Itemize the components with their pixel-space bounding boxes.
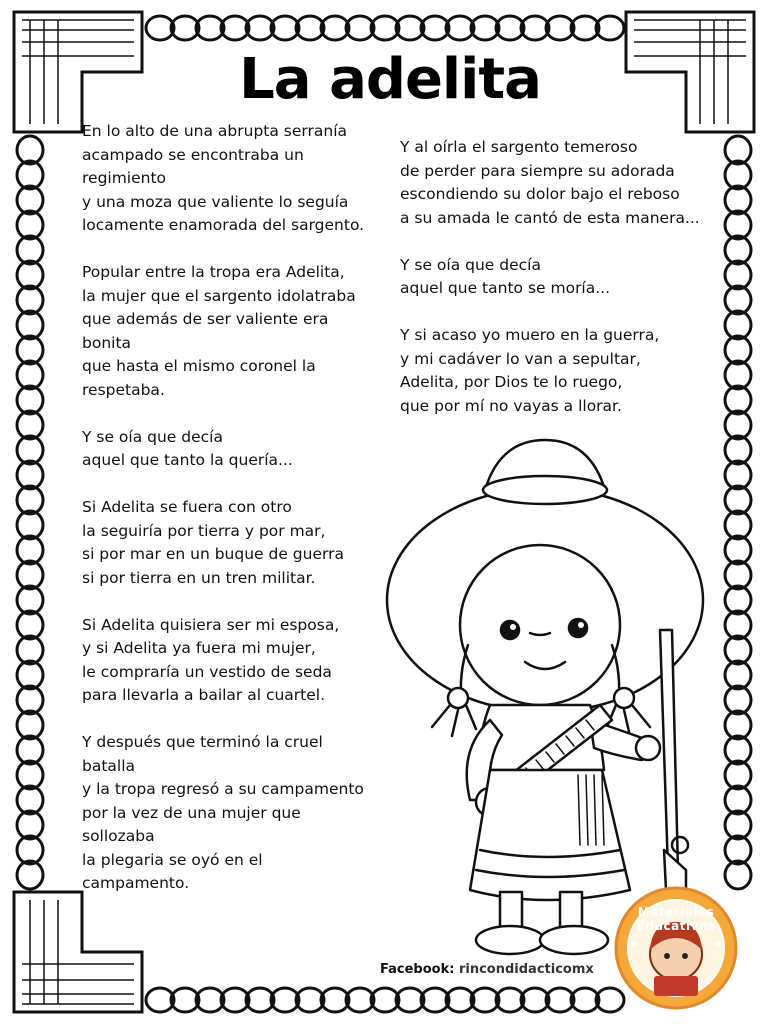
poem-line: para llevarla a bailar al cuartel. [82, 686, 326, 704]
poem-line: si por mar en un buque de guerra [82, 545, 344, 563]
poem-line: escondiendo su dolor bajo el reboso [400, 185, 680, 203]
poem-line: batalla [82, 756, 136, 775]
left-stanza [82, 261, 382, 402]
poem-line: sollozaba [82, 827, 155, 845]
poem-line: de perder para siempre su adorada [400, 161, 675, 180]
poem-line: En lo alto de una abrupta serranía [82, 122, 348, 140]
badge-label: Materiales Educativos [636, 905, 716, 933]
poem-line: por la vez de una mujer que [82, 803, 301, 822]
left-stanza [82, 120, 382, 238]
poem-line: que hasta el mismo coronel la [82, 357, 316, 375]
right-stanza [400, 136, 720, 230]
poem-line: y si Adelita ya fuera mi mujer, [82, 639, 316, 657]
poem-line: acampado se encontraba un [82, 145, 304, 164]
facebook-handle: rincondidacticomx [458, 962, 594, 977]
poem-line: le compraría un vestido de seda [82, 662, 332, 681]
poem-line: a su amada le cantó de esta manera... [400, 208, 700, 227]
poem-line: Y al oírla el sargento temeroso [400, 138, 638, 156]
right-stanza [400, 324, 720, 418]
poem-line: Adelita, por Dios te lo ruego, [400, 373, 623, 391]
poem-line: Y se oía que decía [82, 427, 223, 446]
poem-line: que por mí no vayas a llorar. [400, 396, 622, 415]
poem-line: Y después que terminó la cruel [82, 733, 323, 751]
left-stanza [82, 426, 382, 473]
left-stanza [82, 614, 382, 708]
poem-line: regimiento [82, 169, 167, 187]
materiales-educativos-logo [612, 884, 740, 1012]
poem-line: si por tierra en un tren militar. [82, 568, 316, 587]
left-stanza [82, 496, 382, 590]
poem-line: bonita [82, 333, 132, 352]
poem-line: respetaba. [82, 380, 165, 399]
poem-line: y mi cadáver lo van a sepultar, [400, 349, 641, 368]
poem-line: campamento. [82, 874, 190, 892]
facebook-label: Facebook: [380, 962, 455, 977]
facebook-credit [380, 962, 594, 977]
poem-line: que además de ser valiente era [82, 310, 329, 328]
poem-line: Popular entre la tropa era Adelita, [82, 263, 345, 281]
poem-line: aquel que tanto la quería... [82, 451, 293, 469]
poem-line: la mujer que el sargento idolatraba [82, 286, 356, 305]
right-poem-column [400, 136, 720, 442]
right-stanza [400, 254, 720, 301]
poem-line: y una moza que valiente lo seguía [82, 192, 349, 211]
poem-line: Y se oía que decía [400, 255, 541, 274]
poem-line: Si Adelita quisiera ser mi esposa, [82, 615, 340, 634]
poem-line: la plegaria se oyó en el [82, 850, 263, 869]
left-poem-column [82, 120, 382, 919]
poem-line: Y si acaso yo muero en la guerra, [400, 326, 660, 344]
poem-line: y la tropa regresó a su campamento [82, 780, 364, 798]
poem-line: aquel que tanto se moría... [400, 279, 611, 297]
poem-line: la seguiría por tierra y por mar, [82, 521, 326, 540]
poem-line: locamente enamorada del sargento. [82, 216, 365, 234]
poem-line: Si Adelita se fuera con otro [82, 498, 292, 516]
left-stanza [82, 731, 382, 896]
page-title: La adelita [239, 47, 541, 112]
